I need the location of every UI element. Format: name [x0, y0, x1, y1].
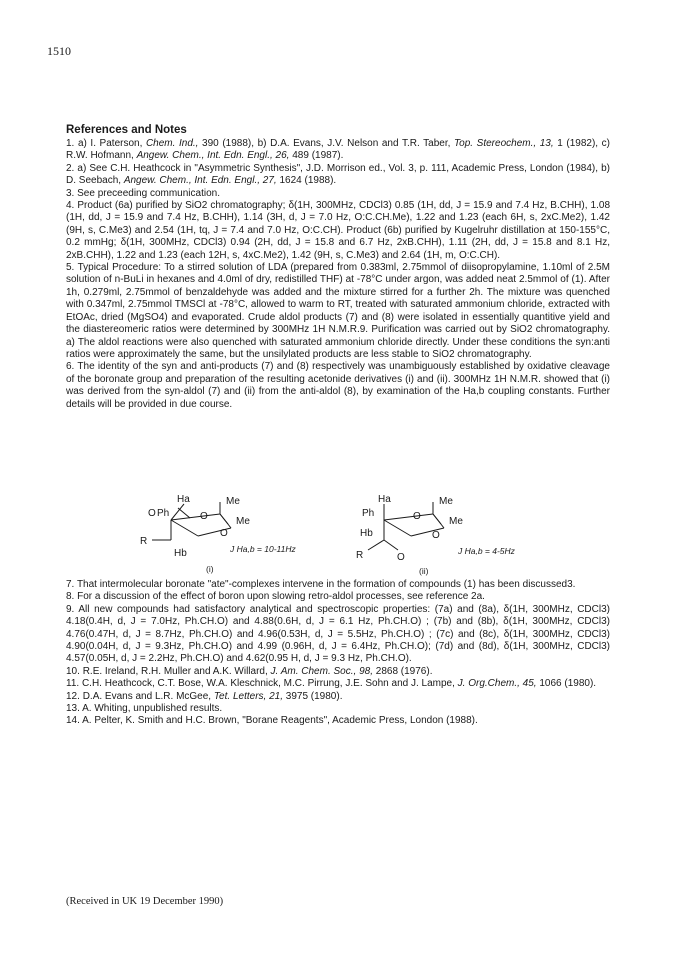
- reference-text: 489 (1987).: [289, 150, 344, 162]
- received-date: (Received in UK 19 December 1990): [66, 896, 224, 907]
- reference-item: [66, 591, 610, 603]
- structure-i-ha: Ha: [177, 494, 190, 505]
- page-number: 1510: [47, 44, 71, 58]
- structure-i-coupling: J Ha,b = 10-11Hz: [230, 544, 296, 554]
- reference-item: [66, 579, 610, 591]
- reference-text: A. Whiting, unpublished results.: [82, 703, 223, 715]
- reference-number: 6.: [66, 361, 75, 373]
- citation-journal: Top. Stereochem., 13,: [453, 138, 554, 149]
- structure-ii-me-right: Me: [449, 516, 463, 527]
- reference-text: R.E. Ireland, R.H. Muller and A.K. Willard,: [82, 665, 271, 677]
- structure-i-o-ring: O: [200, 511, 208, 522]
- structure-i-label: (i): [206, 564, 214, 574]
- reference-number: 7.: [66, 579, 75, 590]
- reference-text: 390 (1988), b) D.A. Evans, J.V. Nelson and T.R. Taber,: [198, 138, 454, 149]
- structure-ii: [368, 502, 444, 550]
- structure-i-o-bottom: O: [220, 528, 228, 539]
- references-list-continued: [66, 579, 610, 728]
- citation-journal: Chem. Ind.,: [145, 138, 199, 149]
- structure-ii-o-carbonyl: O: [397, 552, 405, 563]
- reference-number: 2.: [66, 162, 75, 174]
- reference-text: Product (6a) purified by SiO2 chromatography; δ(1H, 300MHz, CDCl3) 0.85 (1H, dd, J = 15.9 and 7.4 Hz, B.CHH), 1.08 (1H, dd, J = 15.9 and 7.4 Hz, B.CHH), 1.14 (3H, d, J = 7.0 Hz, O:C.CH.Me), 1.22 and 1.23 (each 6H, s, 2xC.Me2), 1.42 (9H, s, C.Me3) and 2.54 (1H, tq, J = 7.4 and 7.0 Hz, O:C.CH). Product (6b) purified by Kugelruhr distillation at 150-155°C, 0.2 mmHg; δ(1H, 300MHz, CDCl3) 0.94 (2H, dd, J = 15.8 and 6.7 Hz, 2xB.CHH), 1.11 (2H, dd, J = 15.8 and 8.1 Hz, 2xB.CHH), 1.22 and 1.23 (each 12H, s, 4xC.Me2), 1.42 (9H, s, C.Me3) and 2.64 (1H, m, O:C.CH).: [66, 200, 611, 261]
- reference-number: 4.: [66, 200, 75, 212]
- structure-ii-o-bottom: O: [432, 530, 440, 541]
- citation-journal: Angew. Chem., Int. Edn. Engl., 27,: [123, 175, 277, 187]
- section-title: References and Notes: [66, 124, 187, 136]
- reference-number: 9.: [66, 603, 75, 615]
- reference-text: a) I. Paterson,: [77, 138, 146, 149]
- reference-text: C.H. Heathcock, C.T. Bose, W.A. Kleschnick, M.C. Pirrung, J.E. Sohn and J. Lampe,: [81, 678, 458, 690]
- reference-number: 10.: [66, 665, 80, 677]
- structure-i-me-right: Me: [236, 516, 250, 527]
- reference-number: 11.: [66, 678, 80, 690]
- reference-item: [66, 138, 610, 163]
- reference-item: [66, 604, 610, 666]
- reference-number: 5.: [66, 262, 75, 274]
- reference-item: [66, 188, 610, 200]
- reference-text: A. Pelter, K. Smith and H.C. Brown, "Borane Reagents", Academic Press, London (1988).: [82, 715, 478, 727]
- references-list: [66, 138, 610, 411]
- reference-item: [66, 678, 610, 690]
- reference-number: 12.: [66, 690, 80, 702]
- reference-number: 8.: [66, 591, 75, 603]
- reference-text: 1066 (1980).: [536, 678, 597, 690]
- citation-journal: Tet. Letters, 21,: [213, 690, 283, 702]
- structure-ii-ha: Ha: [378, 494, 391, 505]
- structure-ii-ph: Ph: [362, 508, 375, 519]
- structure-ii-hb: Hb: [360, 528, 373, 539]
- acetonide-structures: [130, 494, 570, 578]
- reference-text: 2868 (1976).: [372, 665, 433, 677]
- reference-number: 3.: [66, 187, 75, 199]
- reference-item: [66, 361, 610, 411]
- reference-item: [66, 715, 610, 727]
- citation-journal: J. Am. Chem. Soc., 98,: [270, 665, 373, 677]
- reference-text: D.A. Evans and L.R. McGee,: [82, 690, 214, 702]
- structure-i-me-top: Me: [226, 496, 240, 507]
- citation-journal: Angew. Chem., Int. Edn. Engl., 26,: [136, 150, 290, 162]
- reference-item: [66, 200, 610, 262]
- structure-ii-coupling: J Ha,b = 4-5Hz: [458, 546, 515, 556]
- structure-i-ph: Ph: [157, 508, 170, 519]
- reference-item: [66, 703, 610, 715]
- reference-text: 3975 (1980).: [282, 690, 343, 702]
- structure-ii-label: (ii): [419, 566, 429, 576]
- reference-text: See preceeding communication.: [77, 187, 220, 199]
- structure-ii-r: R: [356, 550, 364, 561]
- reference-text: Typical Procedure: To a stirred solution of LDA (prepared from 0.383ml, 2.75mmol of diisopropylamine, 1.10ml of 2.5M solution of n-BuLi in hexanes and 4.0ml of dry, redistilled THF) at -78°C under argon, was added neat 2.5mmol of (1). After 1h, 0.279ml, 2.75mmol of benzaldehyde was added and the mixture stirred for a further 2h. The mixture was quenched with 0.347ml, 2.75mmol TMSCl at -78°C, allowed to warm to RT, treated with saturated ammonium chloride, extracted with EtOAc, dried (MgSO4) and evaporated. Crude aldol products (7) and (8) were isolated in essentially quantitive yield and the diastereomeric ratios were determined by 300MHz 1H N.M.R.9. Purification was carried out by SiO2 chromatography. a) The aldol reactions were also quenched with saturated ammonium chloride directly. Under these conditions the syn:anti ratios were approximately the same, but the unsilylated products are less stable to SiO2 chromatography.: [66, 262, 610, 360]
- structure-ii-o-ring: O: [413, 511, 421, 522]
- reference-item: [66, 666, 610, 678]
- structure-i-o-left: O: [148, 508, 156, 519]
- structure-ii-me-top: Me: [439, 496, 453, 507]
- reference-text: For a discussion of the effect of boron upon slowing retro-aldol processes, see reference 2a.: [77, 591, 485, 603]
- reference-number: 13.: [66, 703, 80, 715]
- reference-text: a) See C.H. Heathcock in "Asymmetric Synthesis", J.D. Morrison ed., Vol. 3, p. 111, Academic Press, London (1984), b) D. Seebach,: [66, 162, 610, 187]
- reference-number: 1.: [66, 138, 75, 149]
- reference-text: All new compounds had satisfactory analytical and spectroscopic properties: (7a) and (8a), δ(1H, 300MHz, CDCl3) 4.18(0.4H, d, J = 7.0Hz, Ph.CH.O) and 4.88(0.6H, d, J = 6.1 Hz, Ph.CH.O) ; (7b) and (8b), δ(1H, 300MHz, CDCl3) 4.76(0.47H, d, J = 8.7Hz, Ph.CH.O) and 4.96(0.53H, d, J = 5.5Hz, Ph.CH.O) ; (7c) and (8c), δ(1H, 300MHz, CDCl3) 4.90(0.04H, d, J = 9.3Hz, Ph.CH.O) and 4.99 (0.96H, d, J = 6.4Hz, Ph.CH.O); (7d) and (8d), δ(1H, 300MHz, CDCl3) 4.57(0.05H, d, J = 2.2Hz, Ph.CH.O) and 4.62(0.95 H, d, J = 9.3 Hz, Ph.CH.O).: [66, 603, 610, 665]
- reference-text: The identity of the syn and anti-products (7) and (8) respectively was unambiguously established by oxidative cleavage of the boronate group and preparation of the resulting acetonide derivatives (i) and (ii). 300MHz 1H N.M.R. showed that (i) was derived from the syn-aldol (7) and (ii) from the anti-aldol (8), by examination of the Ha,b coupling constants. Further details will be provided in due course.: [66, 361, 610, 410]
- structure-i-hb: Hb: [174, 548, 187, 559]
- reference-text: That intermolecular boronate "ate"-complexes intervene in the formation of compounds (1) has been discussed3.: [76, 579, 576, 590]
- reference-text: 1624 (1988).: [276, 175, 337, 187]
- reference-item: [66, 163, 610, 188]
- structure-i-r: R: [140, 536, 148, 547]
- reference-item: [66, 691, 610, 703]
- citation-journal: J. Org.Chem., 45,: [457, 678, 537, 690]
- reference-number: 14.: [66, 715, 80, 727]
- reference-item: [66, 262, 610, 361]
- reference-text: 1 (1982), c) R.W. Hofmann,: [66, 138, 610, 162]
